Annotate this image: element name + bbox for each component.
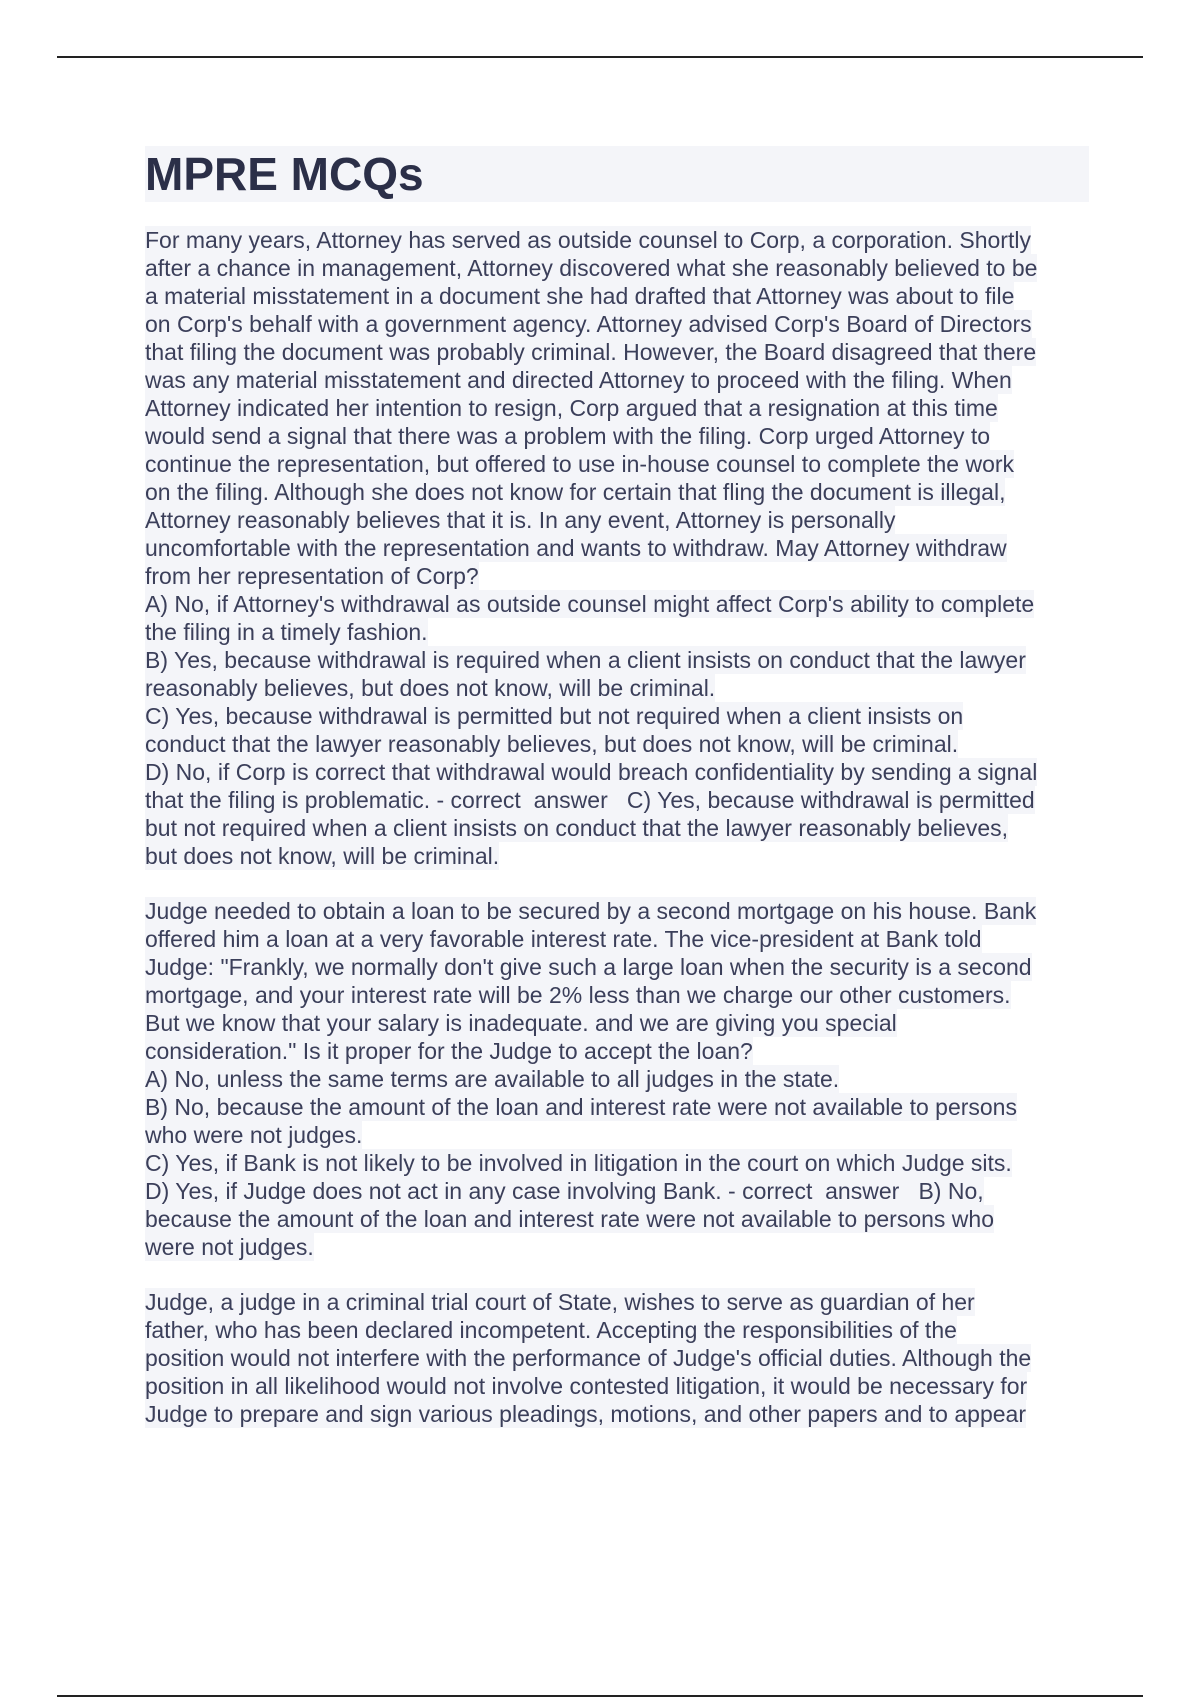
top-rule [57, 56, 1143, 58]
text-line: the filing in a timely fashion. [145, 619, 428, 645]
text-line: Judge, a judge in a criminal trial court of State, wishes to serve as guardian of her [145, 1289, 975, 1315]
text-line: was any material misstatement and directed Attorney to proceed with the filing. When [145, 367, 1012, 393]
text-line: position would not interfere with the performance of Judge's official duties. Although the [145, 1345, 1032, 1371]
document-title: MPRE MCQs [145, 146, 1089, 202]
text-line: from her representation of Corp? [145, 563, 479, 589]
text-line: would send a signal that there was a problem with the filing. Corp urged Attorney to [145, 423, 991, 449]
text-line: Judge: "Frankly, we normally don't give such a large loan when the security is a second [145, 954, 1032, 980]
bottom-rule [57, 1695, 1143, 1697]
text-line: A) No, if Attorney's withdrawal as outside counsel might affect Corp's ability to complete [145, 591, 1035, 617]
text-line: that the filing is problematic. - correct answer C) Yes, because withdrawal is permitted [145, 787, 1035, 813]
text-line: consideration." Is it proper for the Judge to accept the loan? [145, 1038, 753, 1064]
text-line: D) Yes, if Judge does not act in any case involving Bank. - correct answer B) No, [145, 1178, 984, 1204]
text-line: B) No, because the amount of the loan and interest rate were not available to persons [145, 1094, 1017, 1120]
text-line: but does not know, will be criminal. [145, 843, 500, 869]
text-line: a material misstatement in a document she had drafted that Attorney was about to file [145, 283, 1015, 309]
text-line: But we know that your salary is inadequate. and we are giving you special [145, 1010, 897, 1036]
text-line: after a chance in management, Attorney discovered what she reasonably believed to be [145, 255, 1038, 281]
text-line: offered him a loan at a very favorable interest rate. The vice-president at Bank told [145, 926, 982, 952]
text-line: on Corp's behalf with a government agency. Attorney advised Corp's Board of Directors [145, 311, 1032, 337]
text-line: A) No, unless the same terms are available to all judges in the state. [145, 1066, 840, 1092]
text-line: Attorney reasonably believes that it is. In any event, Attorney is personally [145, 507, 896, 533]
text-line: position in all likelihood would not involve contested litigation, it would be necessary for [145, 1373, 1028, 1399]
text-line: C) Yes, because withdrawal is permitted but not required when a client insists on [145, 703, 964, 729]
question-block [145, 897, 1089, 1261]
text-line: uncomfortable with the representation and wants to withdraw. May Attorney withdraw [145, 535, 1007, 561]
text-line: Attorney indicated her intention to resign, Corp argued that a resignation at this time [145, 395, 998, 421]
text-line: mortgage, and your interest rate will be 2% less than we charge our other customers. [145, 982, 1011, 1008]
text-line: reasonably believes, but does not know, will be criminal. [145, 675, 716, 701]
text-line: For many years, Attorney has served as outside counsel to Corp, a corporation. Shortly [145, 227, 1031, 253]
text-line: father, who has been declared incompetent. Accepting the responsibilities of the [145, 1317, 957, 1343]
text-line: Judge needed to obtain a loan to be secured by a second mortgage on his house. Bank [145, 898, 1037, 924]
text-line: but not required when a client insists on conduct that the lawyer reasonably believes, [145, 815, 1009, 841]
text-line: C) Yes, if Bank is not likely to be involved in litigation in the court on which Judge sits. [145, 1150, 1012, 1176]
text-line: were not judges. [145, 1234, 314, 1260]
text-line: B) Yes, because withdrawal is required when a client insists on conduct that the lawyer [145, 647, 1026, 673]
question-list [145, 226, 1089, 1428]
text-line: continue the representation, but offered to use in-house counsel to complete the work [145, 451, 1015, 477]
text-line: who were not judges. [145, 1122, 363, 1148]
text-line: D) No, if Corp is correct that withdrawal would breach confidentiality by sending a signal [145, 759, 1038, 785]
text-line: Judge to prepare and sign various pleadings, motions, and other papers and to appear [145, 1401, 1026, 1427]
question-block [145, 1288, 1089, 1428]
text-line: that filing the document was probably criminal. However, the Board disagreed that there [145, 339, 1037, 365]
document-body [145, 146, 1089, 1455]
question-block [145, 226, 1089, 870]
text-line: on the filing. Although she does not know for certain that fling the document is illegal, [145, 479, 1006, 505]
text-line: conduct that the lawyer reasonably believes, but does not know, will be criminal. [145, 731, 959, 757]
text-line: because the amount of the loan and interest rate were not available to persons who [145, 1206, 994, 1232]
